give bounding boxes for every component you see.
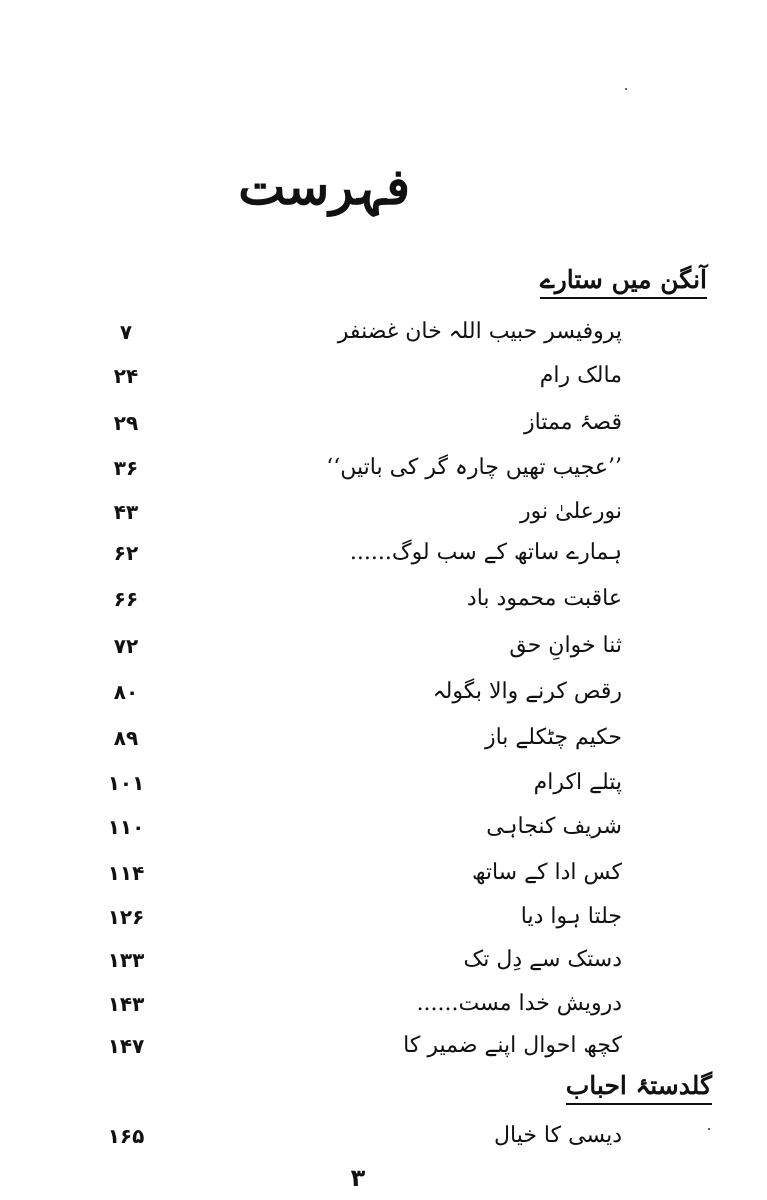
toc-entry-title: پروفیسر حبیب اللہ خان غضنفر [337, 319, 622, 344]
toc-entry-title: کس ادا کے ساتھ [471, 860, 622, 885]
toc-entry-page: ۸۹ [113, 726, 139, 750]
toc-entry [0, 718, 767, 758]
toc-entry-title: مالک رام [539, 363, 622, 388]
toc-entry-page: ۷۲ [113, 634, 139, 658]
toc-entry [0, 897, 767, 937]
toc-entry [0, 403, 767, 443]
toc-entry-page: ۱۴۳ [107, 992, 145, 1016]
toc-entry-title: نورعلیٰ نور [520, 499, 622, 524]
section-heading-2: گلدستۂ احباب [566, 1072, 712, 1105]
toc-entry-page: ۲۴ [113, 364, 139, 388]
toc-entry-title: قصۂ ممتاز [524, 410, 622, 435]
page-number: ۳ [350, 1164, 366, 1192]
toc-entry-title: حکیم چٹکلے باز [484, 725, 622, 750]
toc-entry-page: ۱۱۴ [107, 861, 145, 885]
toc-entry-title: دستک سے دِل تک [463, 947, 622, 972]
toc-entry [0, 807, 767, 847]
toc-entry [0, 448, 767, 488]
toc-entry-title: ہمارے ساتھ کے سب لوگ...... [349, 540, 622, 565]
toc-entry [0, 1026, 767, 1066]
toc-entry-page: ۶۶ [113, 587, 139, 611]
toc-entry-page: ۸۰ [113, 680, 139, 704]
toc-entry-title: جلتا ہوا دیا [520, 904, 622, 929]
toc-entry-title: رقص کرنے والا بگولہ [432, 679, 622, 704]
toc-entry-page: ۱۶۵ [107, 1124, 145, 1148]
toc-entry [0, 626, 767, 666]
toc-entry [0, 853, 767, 893]
toc-entry-page: ۲۹ [113, 411, 139, 435]
toc-entry [0, 763, 767, 803]
toc-entry-page: ۱۱۰ [107, 815, 145, 839]
toc-entry-title: عاقبت محمود باد [466, 586, 622, 611]
print-speck [708, 1128, 710, 1130]
toc-entry-title: ثنا خوانِ حق [509, 633, 622, 658]
toc-entry-title: ’’عجیب تھیں چارہ گر کی باتیں‘‘ [326, 455, 622, 480]
toc-entry [0, 492, 767, 532]
toc-entry [0, 672, 767, 712]
toc-entry [0, 533, 767, 573]
toc-entry-page: ۱۴۷ [107, 1034, 145, 1058]
page-title: فہرست [238, 157, 410, 216]
toc-entry [0, 312, 767, 352]
toc-entry-page: ۱۳۳ [107, 948, 145, 972]
toc-entry-page: ۷ [119, 320, 133, 344]
toc-entry-page: ۴۳ [113, 500, 139, 524]
toc-entry-title: شریف کنجاہی [486, 814, 622, 839]
toc-entry-title: کچھ احوال اپنے ضمیر کا [403, 1033, 622, 1058]
print-speck [625, 88, 627, 90]
toc-entry-title: پتلے اکرام [533, 770, 622, 795]
toc-entry [0, 1116, 767, 1156]
toc-entry-page: ۳۶ [113, 456, 139, 480]
toc-entry [0, 984, 767, 1024]
toc-entry [0, 940, 767, 980]
toc-entry-title: دیسی کا خیال [494, 1123, 622, 1148]
toc-entry-page: ۶۲ [113, 541, 139, 565]
toc-entry [0, 356, 767, 396]
toc-entry-page: ۱۲۶ [107, 905, 145, 929]
toc-entry-title: درویش خدا مست...... [416, 991, 622, 1016]
section-heading-1: آنگن میں ستارے [540, 266, 707, 299]
toc-entry [0, 579, 767, 619]
toc-entry-page: ۱۰۱ [107, 771, 145, 795]
